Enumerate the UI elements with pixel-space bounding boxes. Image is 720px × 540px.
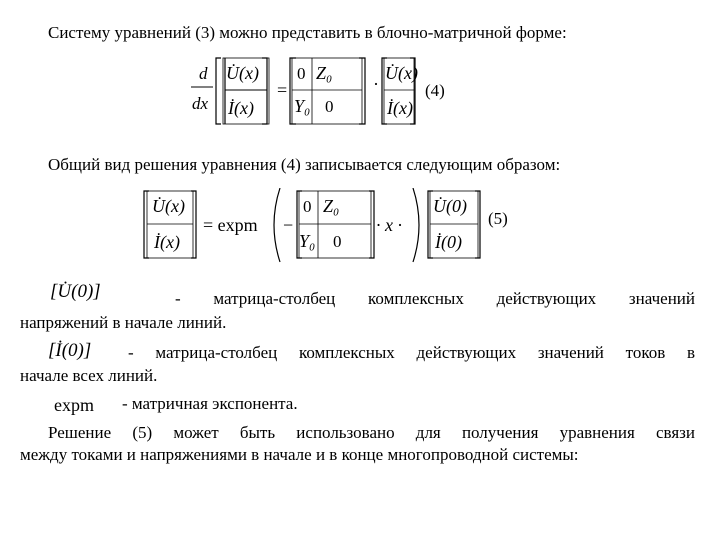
eq5-label: (5): [488, 209, 508, 228]
eq5-m22: 0: [333, 232, 342, 251]
eq4-I-x: İ(x): [228, 98, 254, 118]
closing-line1: Решение (5) может быть использовано для получения уравнения связи: [48, 423, 695, 442]
eq5-times-x: · x ·: [376, 215, 402, 235]
eq4-m12: Z₀: [316, 63, 333, 83]
def2-symbol: [İ(0)]: [48, 340, 92, 361]
eq4-dot: ·: [373, 74, 379, 94]
general-solution-text: Общий вид решения уравнения (4) записывается следующим образом:: [48, 155, 561, 174]
eq5-U-0: U̇(0): [433, 196, 467, 216]
eq4-U-x-right: U̇(x): [385, 63, 418, 83]
eq5-expm: = expm: [203, 215, 258, 235]
def1-text-line1: - матрица-столбец комплексных действующих значений: [175, 289, 695, 308]
equation-5: [143, 188, 563, 264]
def2-text-line1: - матрица-столбец комплексных действующих значений токов в: [128, 343, 695, 362]
eq5-I-x: İ(x): [154, 232, 180, 252]
def3-symbol: expm: [54, 395, 94, 415]
def1-symbol: [U̇(0)]: [50, 281, 101, 302]
eq4-I-x-right: İ(x): [387, 98, 413, 118]
def2-text-line2: начале всех линий.: [20, 366, 158, 385]
eq5-m11: 0: [303, 197, 312, 216]
eq4-m11: 0: [297, 64, 306, 83]
closing-line2: между токами и напряжениями в начале и в конце многопроводной системы:: [20, 445, 579, 464]
eq4-d: d: [199, 64, 208, 83]
equation-4: [185, 54, 645, 132]
eq4-equals: =: [277, 80, 288, 100]
intro-text: Систему уравнений (3) можно представить в блочно-матричной форме:: [48, 23, 567, 42]
eq4-U-x: U̇(x): [226, 63, 259, 83]
eq4-label: (4): [425, 81, 445, 100]
eq4-dx: dx: [192, 94, 209, 113]
eq5-minus: −: [283, 215, 294, 235]
def1-text-line2: напряжений в начале линий.: [20, 313, 227, 332]
def3-text: - матричная экспонента.: [122, 394, 298, 413]
eq5-I-0: İ(0): [435, 232, 462, 252]
eq5-U-x: U̇(x): [152, 196, 185, 216]
eq4-m21: Y₀: [294, 96, 311, 116]
eq5-m21: Y₀: [299, 231, 316, 251]
eq4-m22: 0: [325, 97, 334, 116]
eq5-m12: Z₀: [323, 196, 340, 216]
